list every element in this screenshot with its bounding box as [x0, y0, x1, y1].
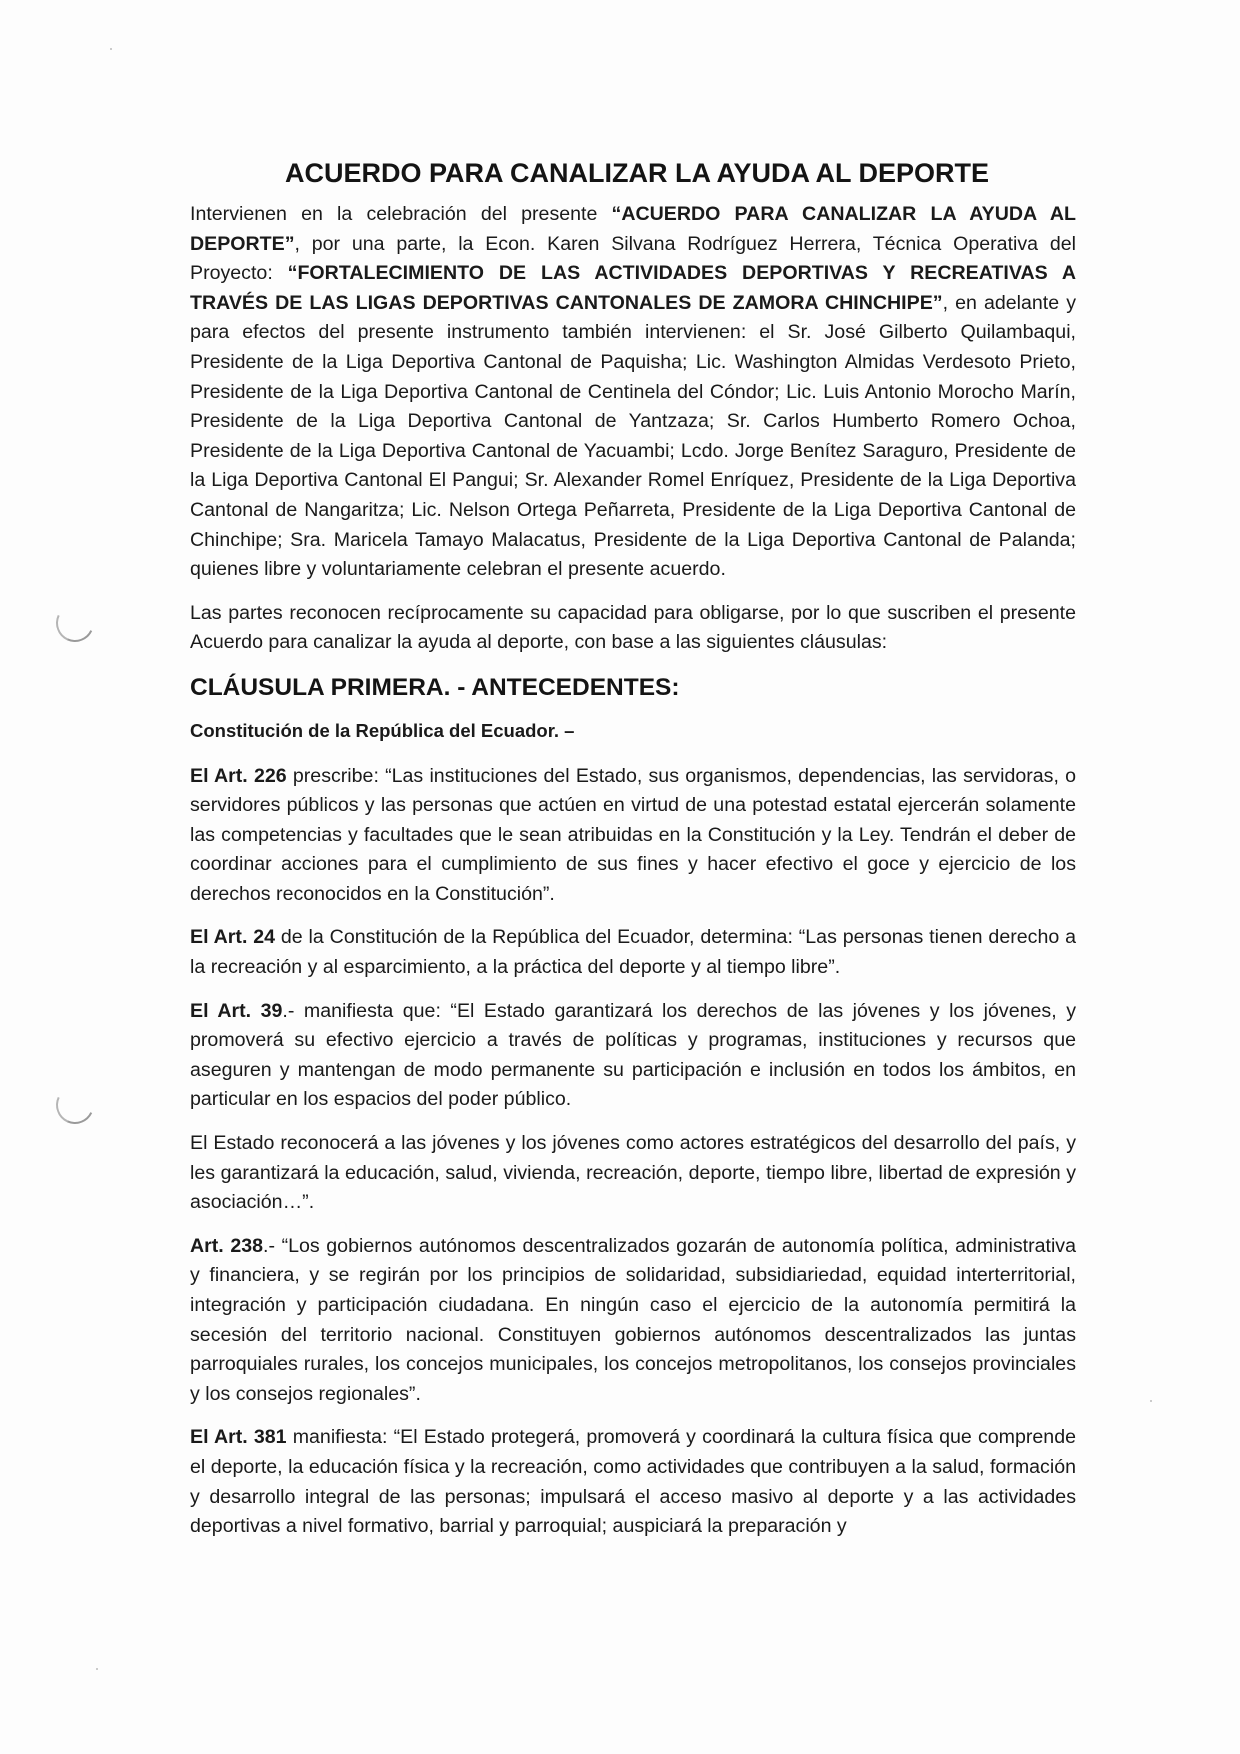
punch-hole-mark	[51, 1081, 100, 1130]
article-39-paragraph	[190, 997, 1076, 1115]
document-title: ACUERDO PARA CANALIZAR LA AYUDA AL DEPORTE	[284, 158, 990, 188]
intro-text-3: , en adelante y para efectos del presente instrumento también intervienen: el Sr. José Gilberto Quilambaqui, Presidente de la Liga Deportiva Cantonal de Paquisha; Lic. Washington Almidas Verdesoto Prieto, Presidente de la Liga Deportiva Cantonal de Centinela del Cóndor; Lic. Luis Antonio Morocho Marín, Presidente de la Liga Deportiva Cantonal de Yantzaza; Sr. Carlos Humberto Romero Ochoa, Presidente de la Liga Deportiva Cantonal de Yacuambi; Lcdo. Jorge Benítez Saraguro, Presidente de la Liga Deportiva Cantonal El Pangui; Sr. Alexander Romel Enríquez, Presidente de la Liga Deportiva Cantonal de Nangaritza; Lic. Nelson Ortega Peñarreta, Presidente de la Liga Deportiva Cantonal de Chinchipe; Sra. Maricela Tamayo Malacatus, Presidente de la Liga Deportiva Cantonal de Palanda; quienes libre y voluntariamente celebran el presente acuerdo.	[190, 291, 1077, 581]
article-39-continuation: El Estado reconocerá a las jóvenes y los jóvenes como actores estratégicos del desarrollo del país, y les garantizará la educación, salud, vivienda, recreación, deporte, tiempo libre, libertad de expresión y asociación…”.	[190, 1132, 1076, 1214]
scan-speck	[1150, 1400, 1152, 1402]
article-381-text: manifiesta: “El Estado protegerá, promoverá y coordinará la cultura física que comprende el deporte, la educación física y la recreación, como actividades que contribuyen a la salud, formación y desarrollo integral de las personas; impulsará el acceso masivo al deporte y a las actividades deportivas a nivel formativo, barrial y parroquial; auspiciará la preparación y	[190, 1426, 1076, 1538]
article-24-text: de la Constitución de la República del Ecuador, determina: “Las personas tienen derecho a la recreación y al esparcimiento, a la práctica del deporte y al tiempo libre”.	[190, 926, 1076, 979]
article-39-text: .- manifiesta que: “El Estado garantizará los derechos de las jóvenes y los jóvenes, y promoverá su efectivo ejercicio a través de políticas y programas, instituciones y recursos que aseguren y mantengan de modo permanente su participación e inclusión en todos los ámbitos, en particular en los espacios del poder público.	[190, 999, 1076, 1111]
article-24-label: El Art. 24	[190, 926, 276, 949]
article-226-text: prescribe: “Las instituciones del Estado, sus organismos, dependencias, las servidoras, o servidores públicos y las personas que actúen en virtud de una potestad estatal ejercerán solamente las competencias y facultades que le sean atribuidas en la Constitución y la Ley. Tendrán el deber de coordinar acciones para el cumplimiento de sus fines y hacer efectivo el goce y ejercicio de los derechos reconocidos en la Constitución”.	[190, 764, 1077, 905]
article-24-paragraph	[190, 923, 1076, 982]
document-body	[190, 156, 1076, 1556]
parties-paragraph: Las partes reconocen recíprocamente su capacidad para obligarse, por lo que suscriben el presente Acuerdo para canalizar la ayuda al deporte, con base a las siguientes cláusulas:	[190, 601, 1076, 654]
intro-text-2: , por una parte, la Econ. Karen Silvana Rodríguez Herrera, Técnica Operativa del Proyecto:	[190, 232, 1076, 285]
intro-text-1: Intervienen en la celebración del presente	[190, 203, 612, 225]
article-226-paragraph	[190, 762, 1076, 910]
project-name: “FORTALECIMIENTO DE LAS ACTIVIDADES DEPORTIVAS Y RECREATIVAS A TRAVÉS DE LAS LIGAS DEPORTIVAS CANTONALES DE ZAMORA CHINCHIPE”	[190, 262, 1076, 314]
article-226-label: El Art. 226	[190, 764, 287, 787]
agreement-name: “ACUERDO PARA CANALIZAR LA AYUDA AL DEPORTE”	[190, 203, 1077, 255]
constitution-subheading: Constitución de la República del Ecuador. –	[190, 719, 575, 741]
clause-heading: CLÁUSULA PRIMERA. - ANTECEDENTES:	[190, 673, 680, 701]
intro-paragraph	[190, 200, 1076, 585]
article-238-label: Art. 238	[190, 1234, 264, 1257]
article-238-text: .- “Los gobiernos autónomos descentralizados gozarán de autonomía política, administrativa y financiera, y se regirán por los principios de solidaridad, subsidiariedad, equidad interterritorial, integración y participación ciudadana. En ningún caso el ejercicio de la autonomía permitirá la secesión del territorio nacional. Constituyen gobiernos autónomos descentralizados las juntas parroquiales rurales, los concejos municipales, los concejos metropolitanos, los consejos provinciales y los consejos regionales”.	[190, 1234, 1076, 1405]
article-39-label: El Art. 39	[190, 999, 283, 1022]
article-381-label: El Art. 381	[190, 1426, 287, 1449]
scan-speck	[96, 1668, 98, 1670]
punch-hole-mark	[51, 599, 100, 648]
scan-speck	[110, 48, 112, 50]
article-238-paragraph	[190, 1232, 1076, 1410]
article-381-paragraph	[190, 1423, 1076, 1541]
